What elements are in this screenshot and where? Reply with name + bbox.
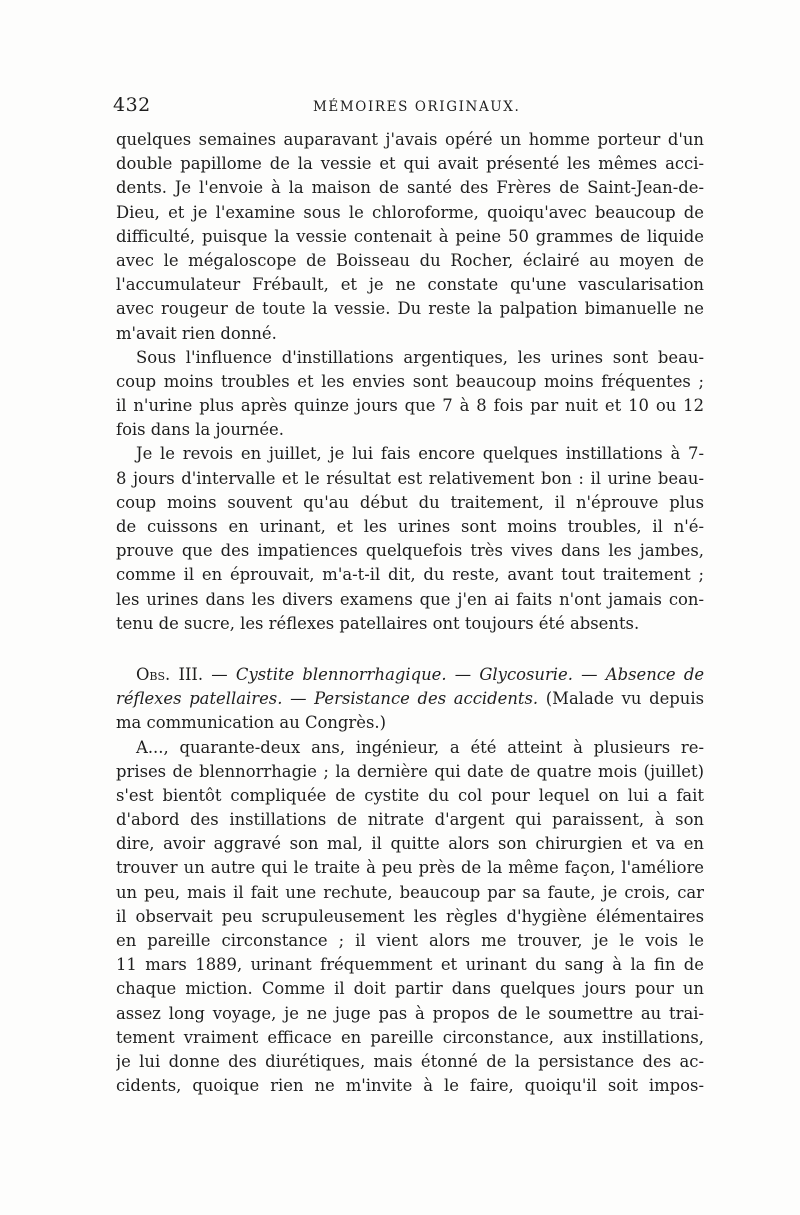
- text-line: dents. Je l'envoie à la maison de santé des Frères de Saint-Jean-de-: [116, 178, 704, 198]
- text-line: 11 mars 1889, urinant fréquemment et urinant du sang à la fin de: [116, 955, 704, 975]
- text-line: double papillome de la vessie et qui avait présenté les mêmes acci-: [116, 154, 704, 174]
- text-line: chaque miction. Comme il doit partir dans quelques jours pour un: [116, 979, 704, 999]
- text-line: prises de blennorrhagie ; la dernière qui date de quatre mois (juillet): [116, 761, 704, 781]
- text-line: Sous l'influence d'instillations argentiques, les urines sont beau-: [136, 347, 704, 367]
- text-line: un peu, mais il fait une rechute, beaucoup par sa faute, je crois, car: [116, 882, 704, 902]
- paragraph-1: [116, 128, 704, 346]
- text-line: en pareille circonstance ; il vient alors me trouver, je le vois le: [116, 931, 704, 950]
- observation-note-line: ma communication au Congrès.): [116, 713, 386, 733]
- text-line: trouver un autre qui le traite à peu près de la même façon, l'améliore: [116, 858, 704, 878]
- observation-title: Cystite blennorrhagique.: [235, 664, 447, 684]
- text-line: d'abord des instillations de nitrate d'argent qui paraissent, à son: [116, 810, 704, 830]
- text-line: tenu de sucre, les réflexes patellaires ont toujours été absents.: [116, 613, 640, 633]
- text-line: comme il en éprouvait, m'a-t-il dit, du reste, avant tout traitement ;: [116, 565, 704, 585]
- section-gap: [116, 636, 704, 663]
- observation-title-line: réflexes patellaires. — Persistance des accidents. (Malade vu depuis: [116, 689, 704, 709]
- text-line: cidents, quoique rien ne m'invite à le faire, quoiqu'il soit impos-: [116, 1076, 704, 1096]
- text-line: prouve que des impatiences quelquefois très vives dans les jambes,: [116, 541, 704, 561]
- text-line: A..., quarante-deux ans, ingénieur, a été atteint à plusieurs re-: [136, 737, 704, 757]
- text-line: avec rougeur de toute la vessie. Du reste la palpation bimanuelle ne: [116, 299, 704, 319]
- text-line: coup moins troubles et les envies sont beaucoup moins fréquentes ;: [116, 371, 704, 391]
- observation-title-line: Obs. III. — Cystite blennorrhagique. — Glycosurie. — Absence de: [136, 664, 704, 684]
- text-line: de cuissons en urinant, et les urines sont moins troubles, il n'é-: [116, 517, 704, 536]
- text-line: coup moins souvent qu'au début du traitement, il n'éprouve plus: [116, 492, 704, 512]
- text-line: s'est bientôt compliquée de cystite du col pour lequel on lui a fait: [116, 785, 704, 805]
- page-number: 432: [113, 94, 151, 116]
- text-line: il n'urine plus après quinze jours que 7 à 8 fois par nuit et 10 ou 12: [116, 396, 704, 416]
- body-text: [116, 128, 704, 1098]
- observation-label: Obs. III.: [136, 664, 204, 684]
- text-line: les urines dans les divers examens que j'en ai faits n'ont jamais con-: [116, 589, 704, 609]
- observation-heading: [116, 663, 704, 736]
- paragraph-2: [116, 346, 704, 443]
- text-line: tement vraiment efficace en pareille circonstance, aux instillations,: [116, 1027, 704, 1047]
- text-line: l'accumulateur Frébault, et je ne constate qu'une vascularisation: [116, 275, 704, 295]
- text-line: il observait peu scrupuleusement les règles d'hygiène élémentaires: [116, 906, 704, 926]
- text-line: difficulté, puisque la vessie contenait à peine 50 grammes de liquide: [116, 226, 704, 246]
- text-line: fois dans la journée.: [116, 420, 284, 440]
- paragraph-3: [116, 442, 704, 636]
- running-head: [113, 94, 703, 118]
- paragraph-4: [116, 736, 704, 1099]
- text-line: je lui donne des diurétiques, mais étonné de la persistance des ac-: [116, 1051, 704, 1071]
- text-line: quelques semaines auparavant j'avais opéré un homme porteur d'un: [116, 130, 704, 149]
- text-line: Dieu, et je l'examine sous le chloroforme, quoiqu'avec beaucoup de: [116, 202, 704, 222]
- text-line: avec le mégaloscope de Boisseau du Rocher, éclairé au moyen de: [116, 250, 704, 270]
- text-line: 8 jours d'intervalle et le résultat est relativement bon : il urine beau-: [116, 468, 704, 488]
- text-line: assez long voyage, je ne juge pas à propos de le soumettre au trai-: [116, 1003, 704, 1023]
- text-line: dire, avoir aggravé son mal, il quitte alors son chirurgien et va en: [116, 834, 704, 854]
- text-line: Je le revois en juillet, je lui fais encore quelques instillations à 7-: [136, 444, 704, 464]
- running-title: MÉMOIRES ORIGINAUX.: [313, 99, 521, 115]
- text-line: m'avait rien donné.: [116, 323, 277, 343]
